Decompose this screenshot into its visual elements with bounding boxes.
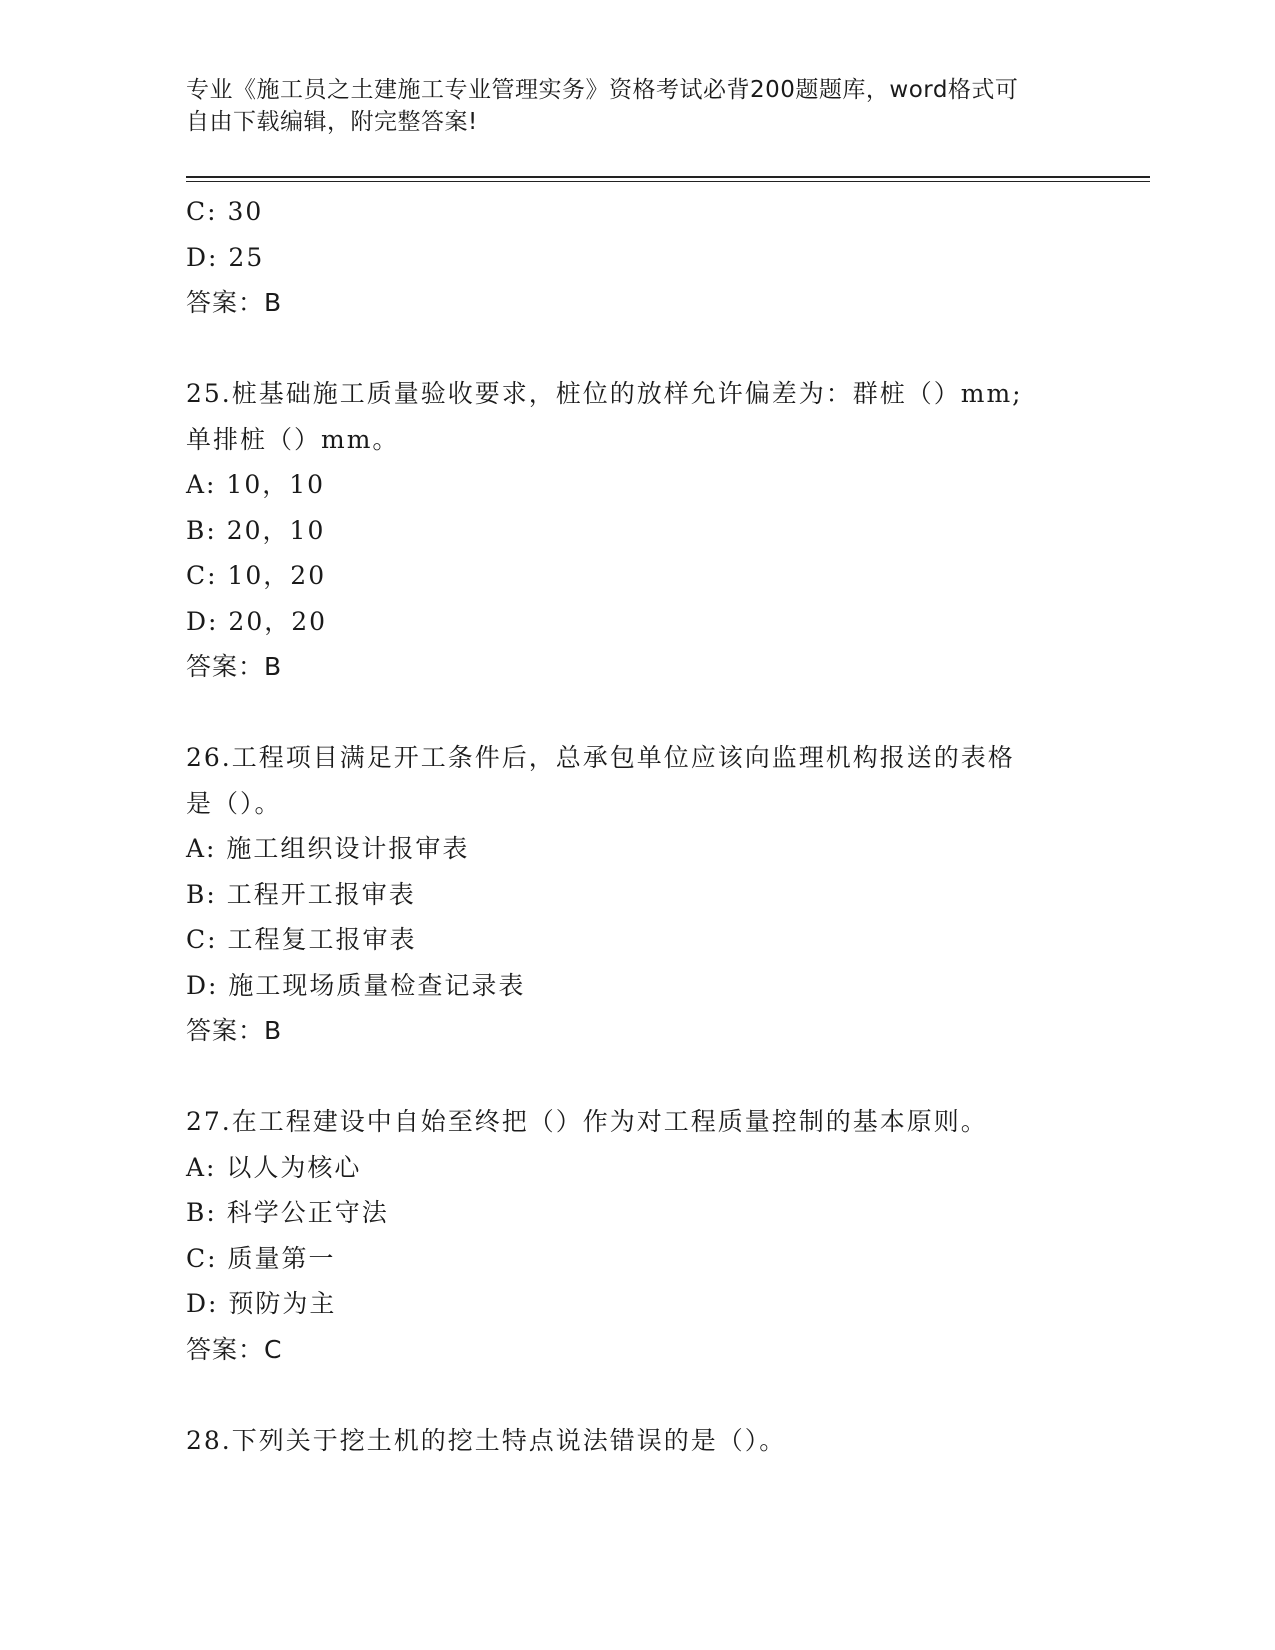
question-25-text: 25.桩基础施工质量验收要求，桩位的放样允许偏差为：群桩（）mm;	[186, 379, 1023, 408]
header-divider-thick	[186, 176, 1150, 178]
option-c: C: 30	[186, 197, 264, 226]
question-28-text: 28.下列关于挖土机的挖土特点说法错误的是（）。	[186, 1425, 787, 1455]
question-26-text-cont: 是（）。	[186, 788, 282, 818]
answer: 答案：C	[186, 1334, 283, 1364]
question-27-text: 27.在工程建设中自始至终把（）作为对工程质量控制的基本原则。	[186, 1107, 988, 1136]
option-a: A: 以人为核心	[186, 1152, 362, 1182]
option-b: B: 科学公正守法	[186, 1198, 389, 1227]
option-b: B: 工程开工报审表	[186, 879, 416, 909]
answer: 答案：B	[186, 1016, 283, 1045]
answer: 答案：B	[186, 652, 283, 681]
option-d: D: 预防为主	[186, 1289, 337, 1318]
option-c: C: 工程复工报审表	[186, 925, 417, 954]
answer: 答案：B	[186, 288, 283, 317]
option-d: D: 25	[186, 242, 265, 272]
option-c: C: 10，20	[186, 561, 327, 590]
option-d: D: 施工现场质量检查记录表	[186, 970, 526, 1000]
question-list	[186, 189, 1116, 1463]
option-c: C: 质量第一	[186, 1243, 336, 1273]
header-line-2: 自由下载编辑，附完整答案!	[186, 109, 478, 135]
header-line-1: 专业《施工员之土建施工专业管理实务》资格考试必背200题题库，word格式可	[186, 77, 1019, 103]
option-d: D: 20，20	[186, 606, 328, 636]
header-divider-thin	[186, 181, 1150, 182]
option-a: A: 10，10	[186, 470, 326, 499]
document-header	[186, 74, 1066, 138]
question-26-text: 26.工程项目满足开工条件后，总承包单位应该向监理机构报送的表格	[186, 743, 1015, 772]
option-a: A: 施工组织设计报审表	[186, 834, 470, 863]
option-b: B: 20，10	[186, 515, 326, 545]
question-25-text-cont: 单排桩（）mm。	[186, 424, 400, 454]
